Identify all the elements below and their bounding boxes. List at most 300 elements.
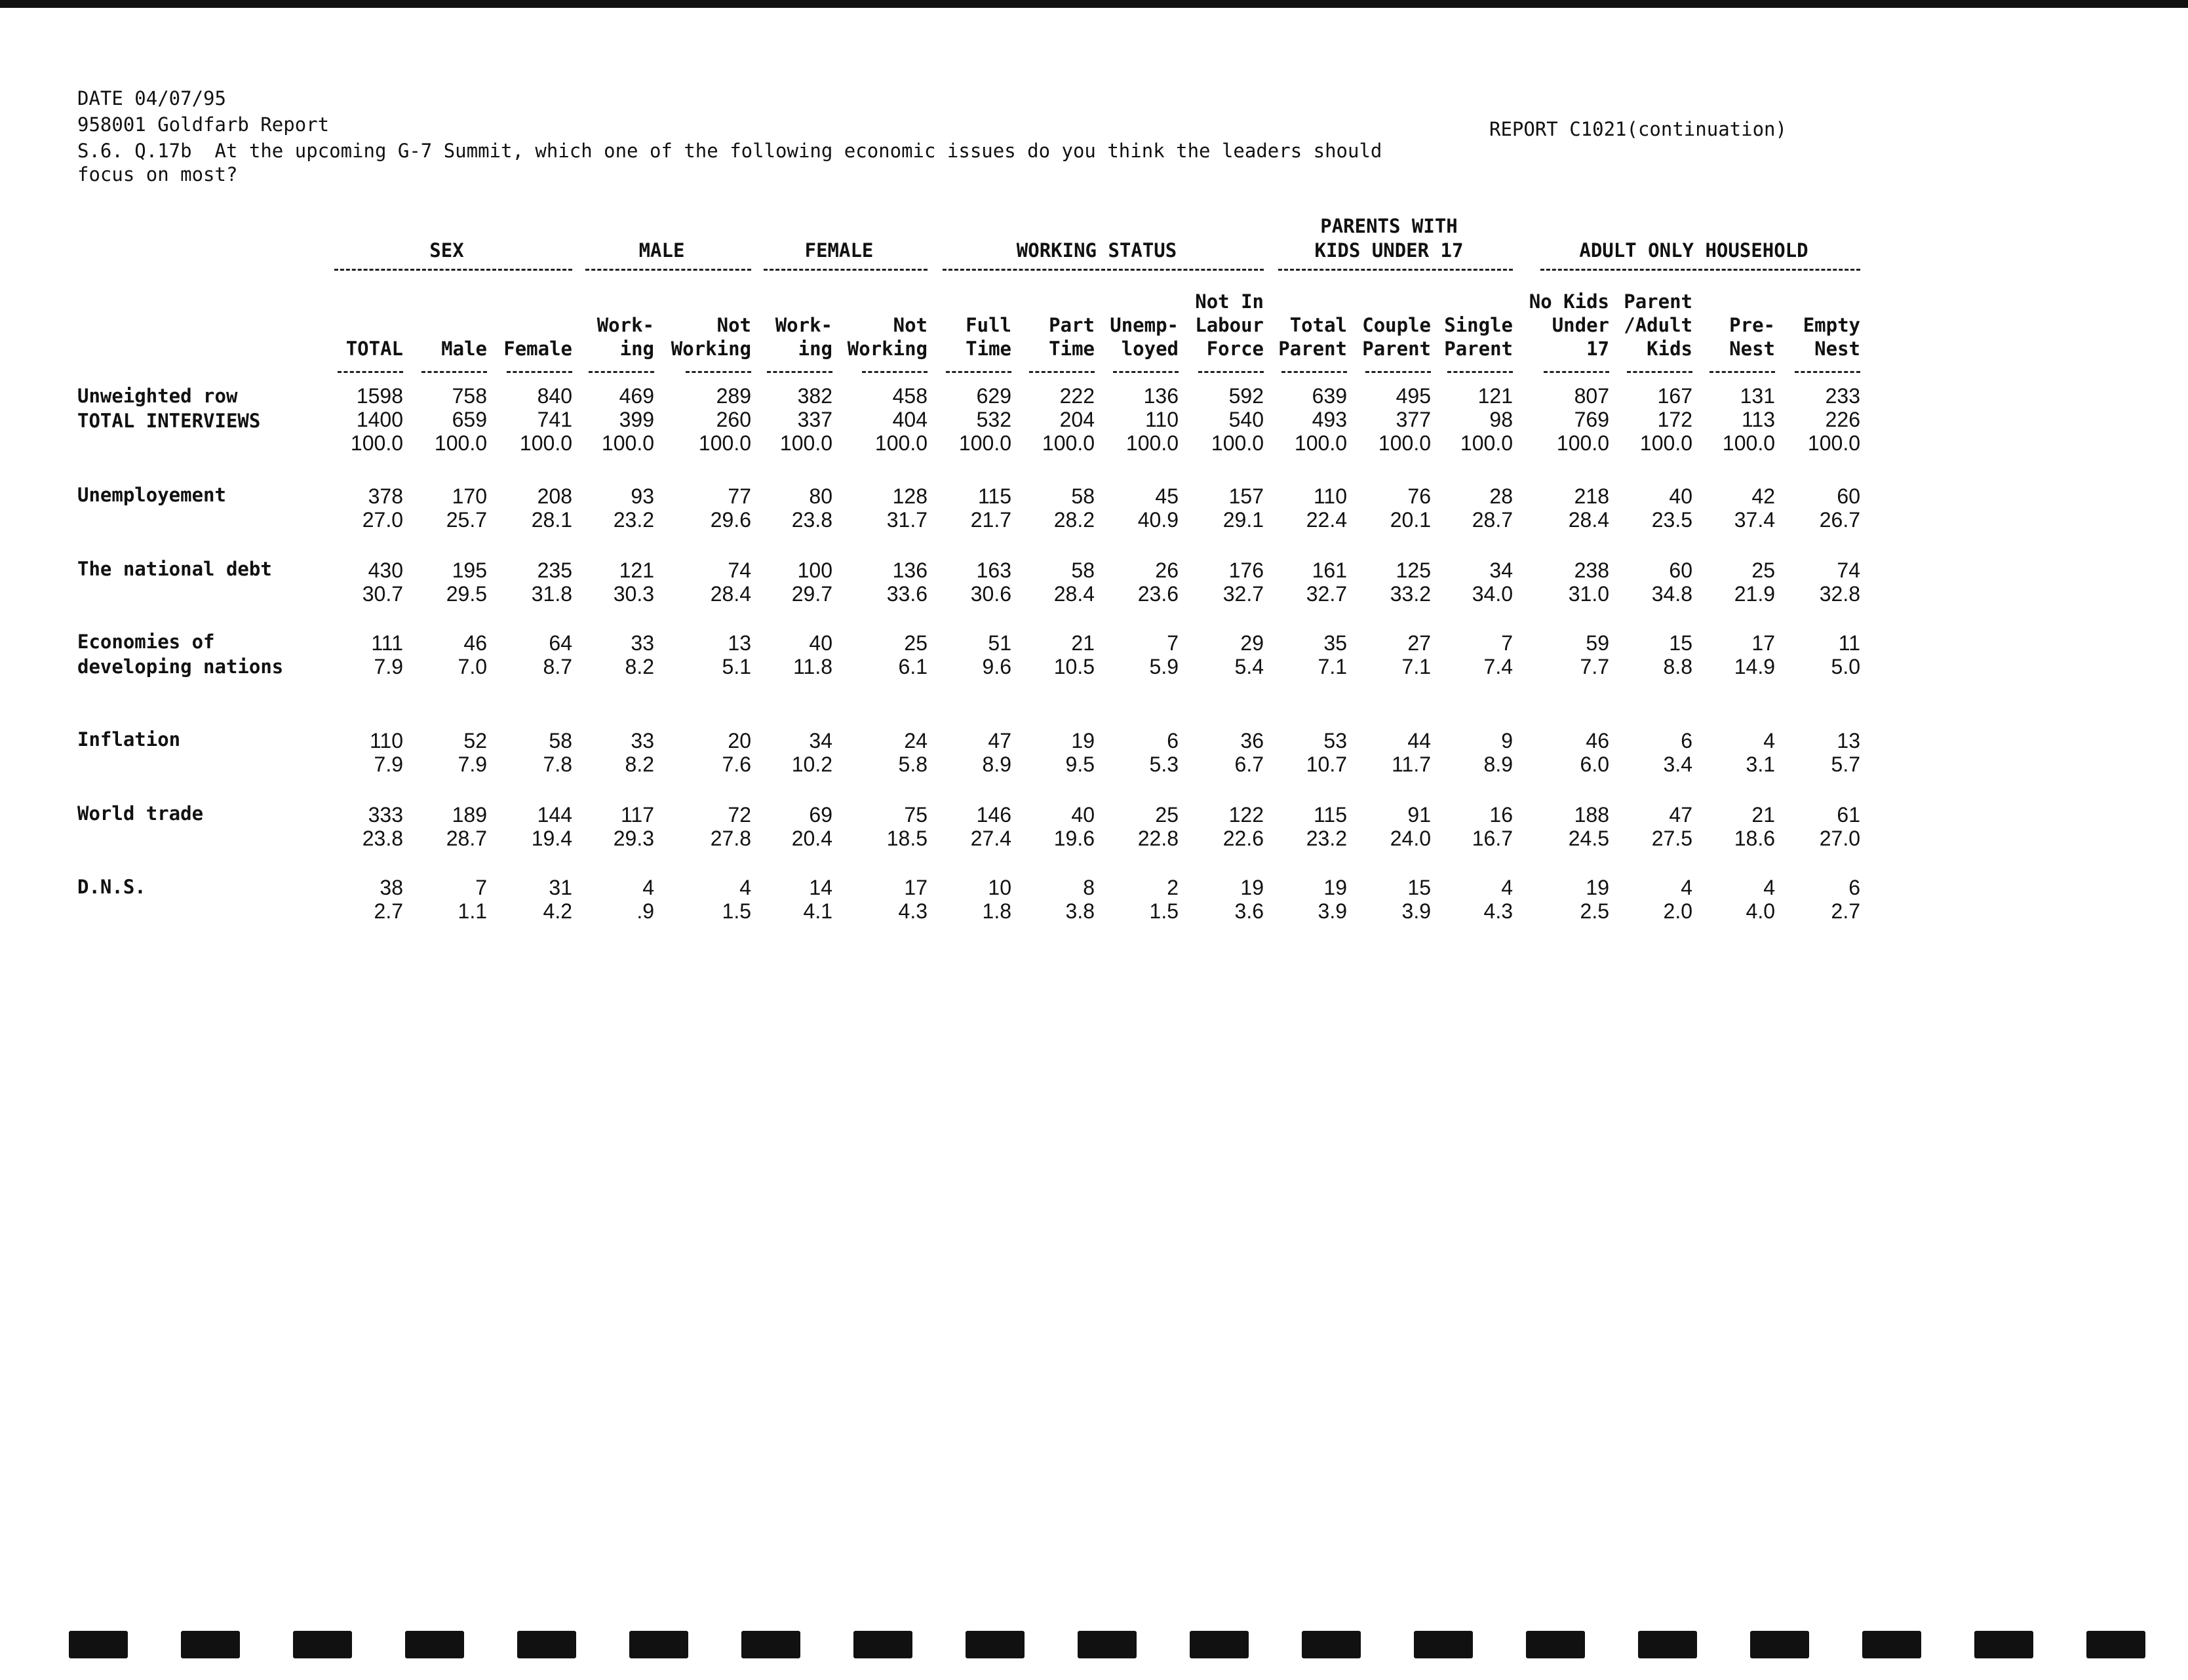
- column-header: Couple Parent: [1362, 314, 1431, 360]
- percent-cell: 5.3: [1149, 752, 1179, 776]
- column-header: Pre- Nest: [1729, 314, 1775, 360]
- percent-cell: 8.2: [625, 752, 654, 776]
- count-cell: 44: [1407, 729, 1431, 752]
- percent-cell: 4.1: [803, 899, 832, 923]
- count-cell: 77: [728, 484, 751, 508]
- percent-cell: 21.7: [970, 508, 1011, 532]
- percent-cell: 5.0: [1831, 655, 1860, 678]
- percent-cell: 6.1: [898, 655, 928, 678]
- count-cell: 532: [976, 408, 1011, 431]
- count-cell: 110: [1144, 408, 1179, 431]
- percent-cell: 5.1: [722, 655, 751, 678]
- count-cell: 13: [728, 631, 751, 655]
- percent-cell: 3.9: [1318, 899, 1347, 923]
- group-rule: [1278, 269, 1513, 271]
- column-rule: [1281, 371, 1347, 373]
- registration-mark: [1302, 1631, 1361, 1658]
- group-header: WORKING STATUS: [1016, 239, 1177, 262]
- count-cell: 122: [1228, 803, 1264, 827]
- count-cell: 333: [368, 803, 403, 827]
- count-cell: 58: [549, 729, 572, 752]
- registration-mark: [1414, 1631, 1473, 1658]
- percent-cell: 100.0: [1556, 431, 1609, 455]
- percent-cell: 18.6: [1734, 827, 1775, 850]
- column-rule: [421, 371, 487, 373]
- count-cell: 7: [1167, 631, 1179, 655]
- count-cell: 40: [1071, 803, 1095, 827]
- count-cell: 27: [1407, 631, 1431, 655]
- count-cell: 46: [463, 631, 487, 655]
- percent-cell: 31.8: [531, 582, 572, 606]
- row-label: D.N.S.: [77, 876, 146, 898]
- count-cell: 100: [797, 558, 832, 582]
- registration-mark: [405, 1631, 464, 1658]
- count-cell: 495: [1396, 384, 1431, 408]
- count-cell: 33: [631, 631, 654, 655]
- percent-cell: 24.5: [1568, 827, 1609, 850]
- group-rule: [585, 269, 751, 271]
- percent-cell: 100.0: [1807, 431, 1860, 455]
- count-cell: 47: [988, 729, 1011, 752]
- percent-cell: 28.2: [1053, 508, 1095, 532]
- row-label: World trade: [77, 802, 204, 825]
- percent-cell: 7.4: [1483, 655, 1513, 678]
- percent-cell: 100.0: [779, 431, 832, 455]
- count-cell: 35: [1323, 631, 1347, 655]
- count-cell: 4: [642, 876, 654, 899]
- count-cell: 629: [976, 384, 1011, 408]
- percent-cell: 30.3: [613, 582, 654, 606]
- percent-cell: 5.7: [1831, 752, 1860, 776]
- percent-cell: 1.5: [1149, 899, 1179, 923]
- count-cell: 208: [537, 484, 572, 508]
- column-header: Work- ing: [596, 314, 654, 360]
- column-rule: [1029, 371, 1095, 373]
- count-cell: 195: [452, 558, 487, 582]
- percent-cell: 100.0: [1125, 431, 1179, 455]
- percent-cell: 7.9: [374, 655, 403, 678]
- registration-mark: [741, 1631, 800, 1658]
- count-cell: 289: [716, 384, 751, 408]
- count-cell: 458: [892, 384, 928, 408]
- scan-top-edge: [0, 0, 2188, 8]
- count-cell: 226: [1825, 408, 1860, 431]
- count-cell: 19: [1323, 876, 1347, 899]
- count-cell: 60: [1669, 558, 1692, 582]
- count-cell: 69: [809, 803, 832, 827]
- count-cell: 7: [475, 876, 487, 899]
- percent-cell: 28.4: [710, 582, 751, 606]
- registration-mark: [1862, 1631, 1921, 1658]
- percent-cell: 28.1: [531, 508, 572, 532]
- column-rule: [1198, 371, 1264, 373]
- count-cell: 14: [809, 876, 832, 899]
- percent-cell: 28.4: [1053, 582, 1095, 606]
- count-cell: 91: [1407, 803, 1431, 827]
- count-cell: 76: [1407, 484, 1431, 508]
- count-cell: 111: [371, 631, 403, 655]
- percent-cell: 33.2: [1390, 582, 1431, 606]
- count-cell: 58: [1071, 558, 1095, 582]
- column-rule: [862, 371, 928, 373]
- count-cell: 238: [1574, 558, 1609, 582]
- percent-cell: 28.7: [446, 827, 487, 850]
- percent-cell: 10.2: [791, 752, 832, 776]
- count-cell: 31: [549, 876, 572, 899]
- count-cell: 2: [1167, 876, 1179, 899]
- percent-cell: 1.5: [722, 899, 751, 923]
- count-cell: 25: [904, 631, 928, 655]
- registration-mark: [629, 1631, 688, 1658]
- count-cell: 4: [1763, 876, 1775, 899]
- percent-cell: 23.2: [1306, 827, 1347, 850]
- count-cell: 15: [1669, 631, 1692, 655]
- group-header: ADULT ONLY HOUSEHOLD: [1579, 239, 1808, 262]
- count-cell: 493: [1312, 408, 1347, 431]
- percent-cell: 100.0: [874, 431, 928, 455]
- percent-cell: 19.4: [531, 827, 572, 850]
- count-cell: 125: [1396, 558, 1431, 582]
- percent-cell: 7.1: [1401, 655, 1431, 678]
- count-cell: 42: [1751, 484, 1775, 508]
- percent-cell: 30.6: [970, 582, 1011, 606]
- percent-cell: 100.0: [350, 431, 403, 455]
- column-header: Empty Nest: [1803, 314, 1860, 360]
- question-line-1: S.6. Q.17b At the upcoming G-7 Summit, which one of the following economic issues do you think the leaders should: [77, 140, 1382, 162]
- count-cell: 15: [1407, 876, 1431, 899]
- count-cell: 382: [797, 384, 832, 408]
- percent-cell: 23.6: [1137, 582, 1179, 606]
- count-cell: 639: [1312, 384, 1347, 408]
- count-cell: 430: [368, 558, 403, 582]
- percent-cell: 3.9: [1401, 899, 1431, 923]
- count-cell: 161: [1312, 558, 1347, 582]
- count-cell: 115: [1313, 803, 1347, 827]
- registration-mark: [853, 1631, 912, 1658]
- column-rule: [1447, 371, 1513, 373]
- registration-mark: [1078, 1631, 1137, 1658]
- count-cell: 17: [1751, 631, 1775, 655]
- count-cell: 9: [1501, 729, 1513, 752]
- percent-cell: 7.1: [1318, 655, 1347, 678]
- group-header: SEX: [429, 239, 464, 262]
- percent-cell: 24.0: [1390, 827, 1431, 850]
- percent-cell: 14.9: [1734, 655, 1775, 678]
- percent-cell: 100.0: [1042, 431, 1095, 455]
- count-cell: 131: [1740, 384, 1775, 408]
- column-rule: [686, 371, 751, 373]
- percent-cell: 4.0: [1746, 899, 1775, 923]
- count-cell: 260: [716, 408, 751, 431]
- percent-cell: 100.0: [519, 431, 572, 455]
- group-header: PARENTS WITH KIDS UNDER 17: [1314, 215, 1464, 262]
- percent-cell: 28.4: [1568, 508, 1609, 532]
- count-cell: 4: [1501, 876, 1513, 899]
- count-cell: 1400: [356, 408, 403, 431]
- percent-cell: 29.6: [710, 508, 751, 532]
- column-header: No Kids Under 17: [1529, 290, 1609, 360]
- column-header: Parent /Adult Kids: [1624, 290, 1692, 360]
- count-cell: 74: [1837, 558, 1860, 582]
- registration-mark: [1526, 1631, 1585, 1658]
- count-cell: 399: [619, 408, 654, 431]
- count-cell: 59: [1586, 631, 1609, 655]
- percent-cell: 9.5: [1065, 752, 1095, 776]
- report-name: 958001 Goldfarb Report: [77, 113, 330, 136]
- percent-cell: 16.7: [1472, 827, 1513, 850]
- column-rule: [507, 371, 572, 373]
- count-cell: 758: [452, 384, 487, 408]
- count-cell: 807: [1574, 384, 1609, 408]
- count-cell: 378: [368, 484, 403, 508]
- registration-mark: [966, 1631, 1025, 1658]
- count-cell: 45: [1155, 484, 1179, 508]
- count-cell: 136: [1143, 384, 1179, 408]
- percent-cell: 29.7: [791, 582, 832, 606]
- percent-cell: 100.0: [1722, 431, 1775, 455]
- percent-cell: 5.8: [898, 752, 928, 776]
- count-cell: 6: [1848, 876, 1860, 899]
- count-cell: 40: [1669, 484, 1692, 508]
- percent-cell: 5.9: [1149, 655, 1179, 678]
- percent-cell: 18.5: [886, 827, 928, 850]
- count-cell: 128: [892, 484, 928, 508]
- count-cell: 10: [988, 876, 1011, 899]
- count-cell: 235: [537, 558, 572, 582]
- count-cell: 19: [1586, 876, 1609, 899]
- column-rule: [946, 371, 1011, 373]
- percent-cell: 22.6: [1222, 827, 1264, 850]
- count-cell: 21: [1071, 631, 1095, 655]
- percent-cell: 100.0: [1639, 431, 1692, 455]
- percent-cell: 3.1: [1746, 752, 1775, 776]
- registration-mark: [69, 1631, 128, 1658]
- percent-cell: 8.2: [625, 655, 654, 678]
- percent-cell: 34.0: [1472, 582, 1513, 606]
- column-header: Part Time: [1049, 314, 1095, 360]
- percent-cell: 11.8: [793, 655, 832, 678]
- percent-cell: 1.8: [982, 899, 1011, 923]
- percent-cell: 29.1: [1222, 508, 1264, 532]
- count-cell: 188: [1574, 803, 1609, 827]
- count-cell: 36: [1240, 729, 1264, 752]
- count-cell: 377: [1396, 408, 1431, 431]
- count-cell: 16: [1489, 803, 1513, 827]
- percent-cell: 27.5: [1651, 827, 1692, 850]
- count-cell: 121: [619, 558, 654, 582]
- percent-cell: 100.0: [1294, 431, 1347, 455]
- percent-cell: 29.5: [446, 582, 487, 606]
- percent-cell: 3.6: [1234, 899, 1264, 923]
- count-cell: 6: [1681, 729, 1692, 752]
- percent-cell: 8.9: [982, 752, 1011, 776]
- percent-cell: 6.0: [1580, 752, 1609, 776]
- percent-cell: 6.7: [1234, 752, 1264, 776]
- percent-cell: 30.7: [362, 582, 403, 606]
- percent-cell: 34.8: [1651, 582, 1692, 606]
- percent-cell: 26.7: [1819, 508, 1860, 532]
- column-rule: [589, 371, 654, 373]
- count-cell: 21: [1751, 803, 1775, 827]
- percent-cell: 4.3: [898, 899, 928, 923]
- count-cell: 80: [809, 484, 832, 508]
- count-cell: 34: [809, 729, 832, 752]
- count-cell: 172: [1657, 408, 1692, 431]
- column-header: Not In Labour Force: [1195, 290, 1264, 360]
- percent-cell: 20.4: [791, 827, 832, 850]
- count-cell: 840: [537, 384, 572, 408]
- count-cell: 117: [620, 803, 654, 827]
- count-cell: 58: [1071, 484, 1095, 508]
- percent-cell: 19.6: [1053, 827, 1095, 850]
- column-header: Total Parent: [1278, 314, 1347, 360]
- count-cell: 51: [988, 631, 1011, 655]
- percent-cell: 28.7: [1472, 508, 1513, 532]
- column-rule: [338, 371, 403, 373]
- count-cell: 24: [904, 729, 928, 752]
- percent-cell: 9.6: [982, 655, 1011, 678]
- count-cell: 121: [1477, 384, 1513, 408]
- count-cell: 19: [1071, 729, 1095, 752]
- column-header: Full Time: [966, 314, 1011, 360]
- count-cell: 167: [1657, 384, 1692, 408]
- registration-mark: [181, 1631, 240, 1658]
- percent-cell: 100.0: [1460, 431, 1513, 455]
- percent-cell: 3.8: [1065, 899, 1095, 923]
- percent-cell: 2.7: [374, 899, 403, 923]
- percent-cell: 27.0: [362, 508, 403, 532]
- percent-cell: 21.9: [1734, 582, 1775, 606]
- percent-cell: 100.0: [698, 431, 751, 455]
- count-cell: 7: [1501, 631, 1513, 655]
- report-date: DATE 04/07/95: [77, 87, 226, 109]
- percent-cell: 7.0: [458, 655, 487, 678]
- count-cell: 469: [619, 384, 654, 408]
- count-cell: 222: [1059, 384, 1095, 408]
- count-cell: 1598: [356, 384, 403, 408]
- count-cell: 540: [1228, 408, 1264, 431]
- count-cell: 72: [728, 803, 751, 827]
- count-cell: 64: [549, 631, 572, 655]
- count-cell: 74: [728, 558, 751, 582]
- registration-mark: [1750, 1631, 1809, 1658]
- percent-cell: 27.0: [1819, 827, 1860, 850]
- percent-cell: 100.0: [1378, 431, 1431, 455]
- row-label: Inflation: [77, 728, 181, 751]
- count-cell: 189: [452, 803, 487, 827]
- count-cell: 40: [809, 631, 832, 655]
- row-label: Unemployement: [77, 484, 226, 506]
- count-cell: 19: [1240, 876, 1264, 899]
- column-rule: [767, 371, 832, 373]
- percent-cell: 27.4: [970, 827, 1011, 850]
- count-cell: 110: [369, 729, 403, 752]
- count-cell: 60: [1837, 484, 1860, 508]
- percent-cell: 20.1: [1390, 508, 1431, 532]
- percent-cell: 32.7: [1306, 582, 1347, 606]
- count-cell: 4: [739, 876, 751, 899]
- count-cell: 233: [1825, 384, 1860, 408]
- percent-cell: 7.8: [543, 752, 572, 776]
- percent-cell: 2.0: [1663, 899, 1692, 923]
- count-cell: 8: [1083, 876, 1095, 899]
- column-rule: [1627, 371, 1692, 373]
- count-cell: 146: [976, 803, 1011, 827]
- group-header: MALE: [638, 239, 685, 262]
- row-label: Economies of developing nations: [77, 631, 284, 678]
- registration-mark: [1190, 1631, 1249, 1658]
- group-rule: [334, 269, 572, 271]
- count-cell: 26: [1155, 558, 1179, 582]
- count-cell: 136: [892, 558, 928, 582]
- count-cell: 34: [1489, 558, 1513, 582]
- column-header: Single Parent: [1444, 314, 1513, 360]
- percent-cell: 22.4: [1306, 508, 1347, 532]
- percent-cell: 10.7: [1306, 752, 1347, 776]
- count-cell: 404: [892, 408, 928, 431]
- column-header: TOTAL: [345, 338, 403, 360]
- count-cell: 4: [1763, 729, 1775, 752]
- count-cell: 6: [1167, 729, 1179, 752]
- question-line-2: focus on most?: [77, 163, 238, 186]
- count-cell: 170: [452, 484, 487, 508]
- percent-cell: 23.8: [362, 827, 403, 850]
- count-cell: 52: [463, 729, 487, 752]
- group-rule: [1540, 269, 1860, 271]
- column-header: Unemp- loyed: [1110, 314, 1179, 360]
- count-cell: 741: [537, 408, 572, 431]
- column-rule: [1113, 371, 1179, 373]
- count-cell: 157: [1228, 484, 1264, 508]
- count-cell: 25: [1155, 803, 1179, 827]
- group-rule: [764, 269, 928, 271]
- percent-cell: 11.7: [1392, 752, 1431, 776]
- count-cell: 204: [1059, 408, 1095, 431]
- group-rule: [943, 269, 1264, 271]
- registration-mark: [517, 1631, 576, 1658]
- column-header: Not Working: [847, 314, 928, 360]
- percent-cell: 29.3: [613, 827, 654, 850]
- column-header: Male: [441, 338, 487, 360]
- percent-cell: 2.7: [1831, 899, 1860, 923]
- count-cell: 144: [537, 803, 572, 827]
- count-cell: 176: [1228, 558, 1264, 582]
- column-header: Female: [503, 338, 572, 360]
- percent-cell: 23.2: [613, 508, 654, 532]
- percent-cell: 7.9: [458, 752, 487, 776]
- count-cell: 337: [797, 408, 832, 431]
- count-cell: 769: [1574, 408, 1609, 431]
- count-cell: 25: [1751, 558, 1775, 582]
- column-rule: [1544, 371, 1609, 373]
- percent-cell: 100.0: [958, 431, 1011, 455]
- percent-cell: 32.8: [1819, 582, 1860, 606]
- count-cell: 98: [1489, 408, 1513, 431]
- percent-cell: 23.8: [791, 508, 832, 532]
- column-rule: [1795, 371, 1860, 373]
- percent-cell: 3.4: [1663, 752, 1692, 776]
- column-header: Not Working: [671, 314, 751, 360]
- count-cell: 28: [1489, 484, 1513, 508]
- group-header: FEMALE: [804, 239, 874, 262]
- percent-cell: 40.9: [1137, 508, 1179, 532]
- percent-cell: 32.7: [1222, 582, 1264, 606]
- percent-cell: 5.4: [1234, 655, 1264, 678]
- count-cell: 110: [1313, 484, 1347, 508]
- percent-cell: 23.5: [1651, 508, 1692, 532]
- percent-cell: 31.0: [1568, 582, 1609, 606]
- percent-cell: 8.9: [1483, 752, 1513, 776]
